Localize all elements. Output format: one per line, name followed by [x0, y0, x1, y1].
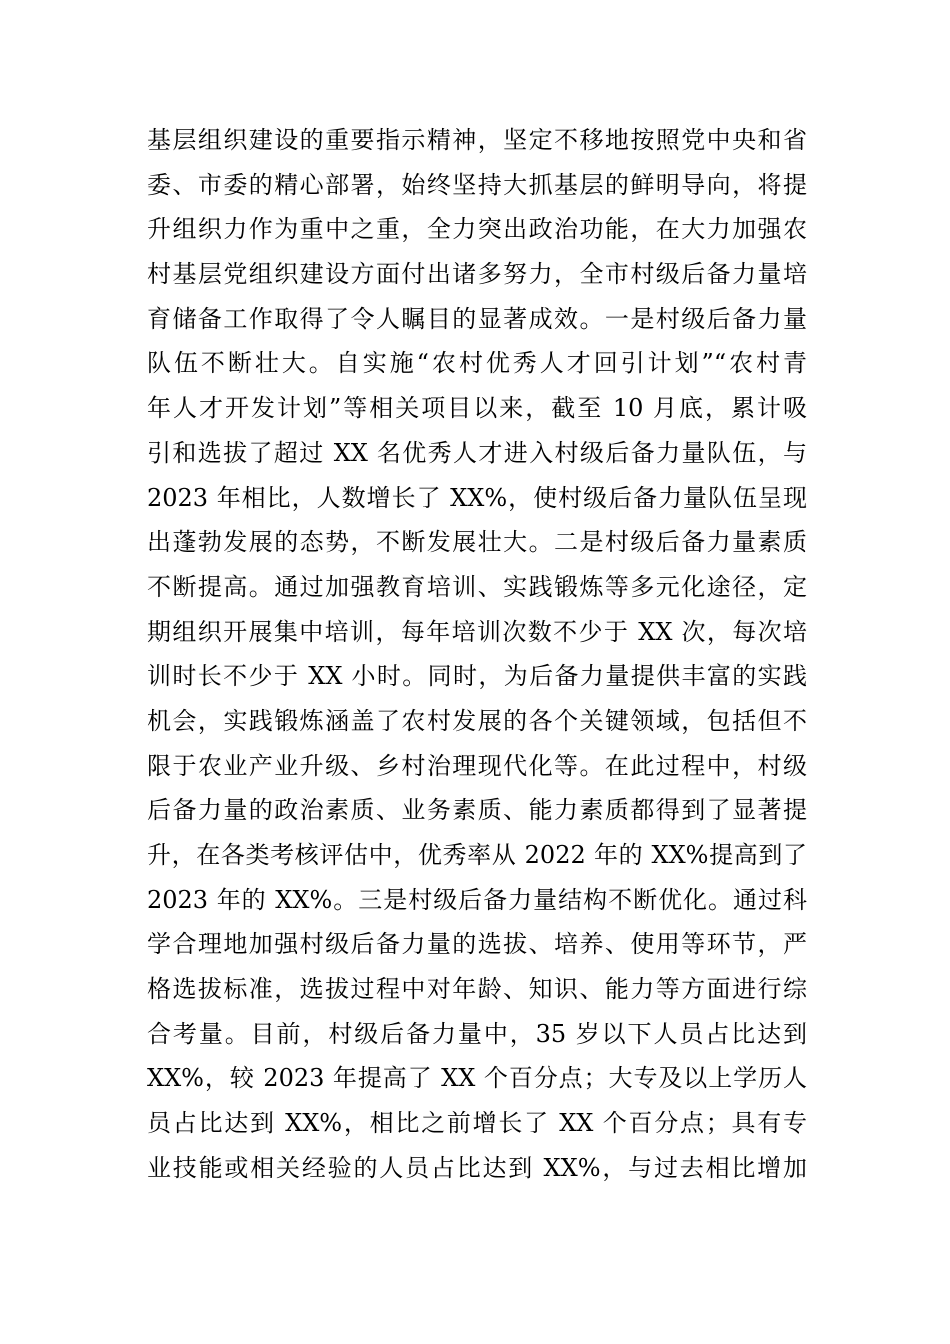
text-line: 员占比达到 XX%，相比之前增长了 XX 个百分点；具有专	[147, 1109, 807, 1138]
text-line: 升，在各类考核评估中，优秀率从 2022 年的 XX%提高到了	[147, 841, 807, 869]
text-line: 限于农业产业升级、乡村治理现代化等。在此过程中，村级	[147, 751, 807, 780]
text-line: 队伍不断壮大。自实施“农村优秀人才回引计划”“农村青	[147, 349, 807, 378]
text-line: 训时长不少于 XX 小时。同时，为后备力量提供丰富的实践	[147, 662, 807, 691]
text-line: 业技能或相关经验的人员占比达到 XX%，与过去相比增加	[147, 1153, 807, 1182]
text-line: 委、市委的精心部署，始终坚持大抓基层的鲜明导向，将提	[147, 170, 807, 199]
text-line: 2023 年相比，人数增长了 XX%，使村级后备力量队伍呈现	[147, 483, 807, 512]
text-line: 格选拔标准，选拔过程中对年龄、知识、能力等方面进行综	[147, 975, 807, 1004]
body-text	[147, 118, 807, 1191]
text-line: 合考量。目前，村级后备力量中，35 岁以下人员占比达到	[147, 1019, 807, 1048]
text-line: 年人才开发计划”等相关项目以来，截至 10 月底，累计吸	[147, 394, 807, 423]
text-line: 出蓬勃发展的态势，不断发展壮大。二是村级后备力量素质	[147, 528, 807, 557]
text-line: 不断提高。通过加强教育培训、实践锻炼等多元化途径，定	[147, 572, 807, 601]
text-line: 基层组织建设的重要指示精神，坚定不移地按照党中央和省	[147, 126, 807, 154]
text-line: 引和选拔了超过 XX 名优秀人才进入村级后备力量队伍，与	[147, 438, 807, 467]
text-line: 升组织力作为重中之重，全力突出政治功能，在大力加强农	[147, 215, 807, 244]
text-line: 期组织开展集中培训，每年培训次数不少于 XX 次，每次培	[147, 617, 807, 646]
text-line: 学合理地加强村级后备力量的选拔、培养、使用等环节，严	[147, 930, 807, 959]
text-line: XX%，较 2023 年提高了 XX 个百分点；大专及以上学历人	[147, 1064, 807, 1093]
text-line: 机会，实践锻炼涵盖了农村发展的各个关键领域，包括但不	[147, 706, 807, 735]
text-line: 后备力量的政治素质、业务素质、能力素质都得到了显著提	[147, 796, 807, 825]
text-line: 育储备工作取得了令人瞩目的显著成效。一是村级后备力量	[147, 304, 807, 333]
text-line: 村基层党组织建设方面付出诸多努力，全市村级后备力量培	[147, 260, 807, 289]
text-line: 2023 年的 XX%。三是村级后备力量结构不断优化。通过科	[147, 885, 807, 914]
